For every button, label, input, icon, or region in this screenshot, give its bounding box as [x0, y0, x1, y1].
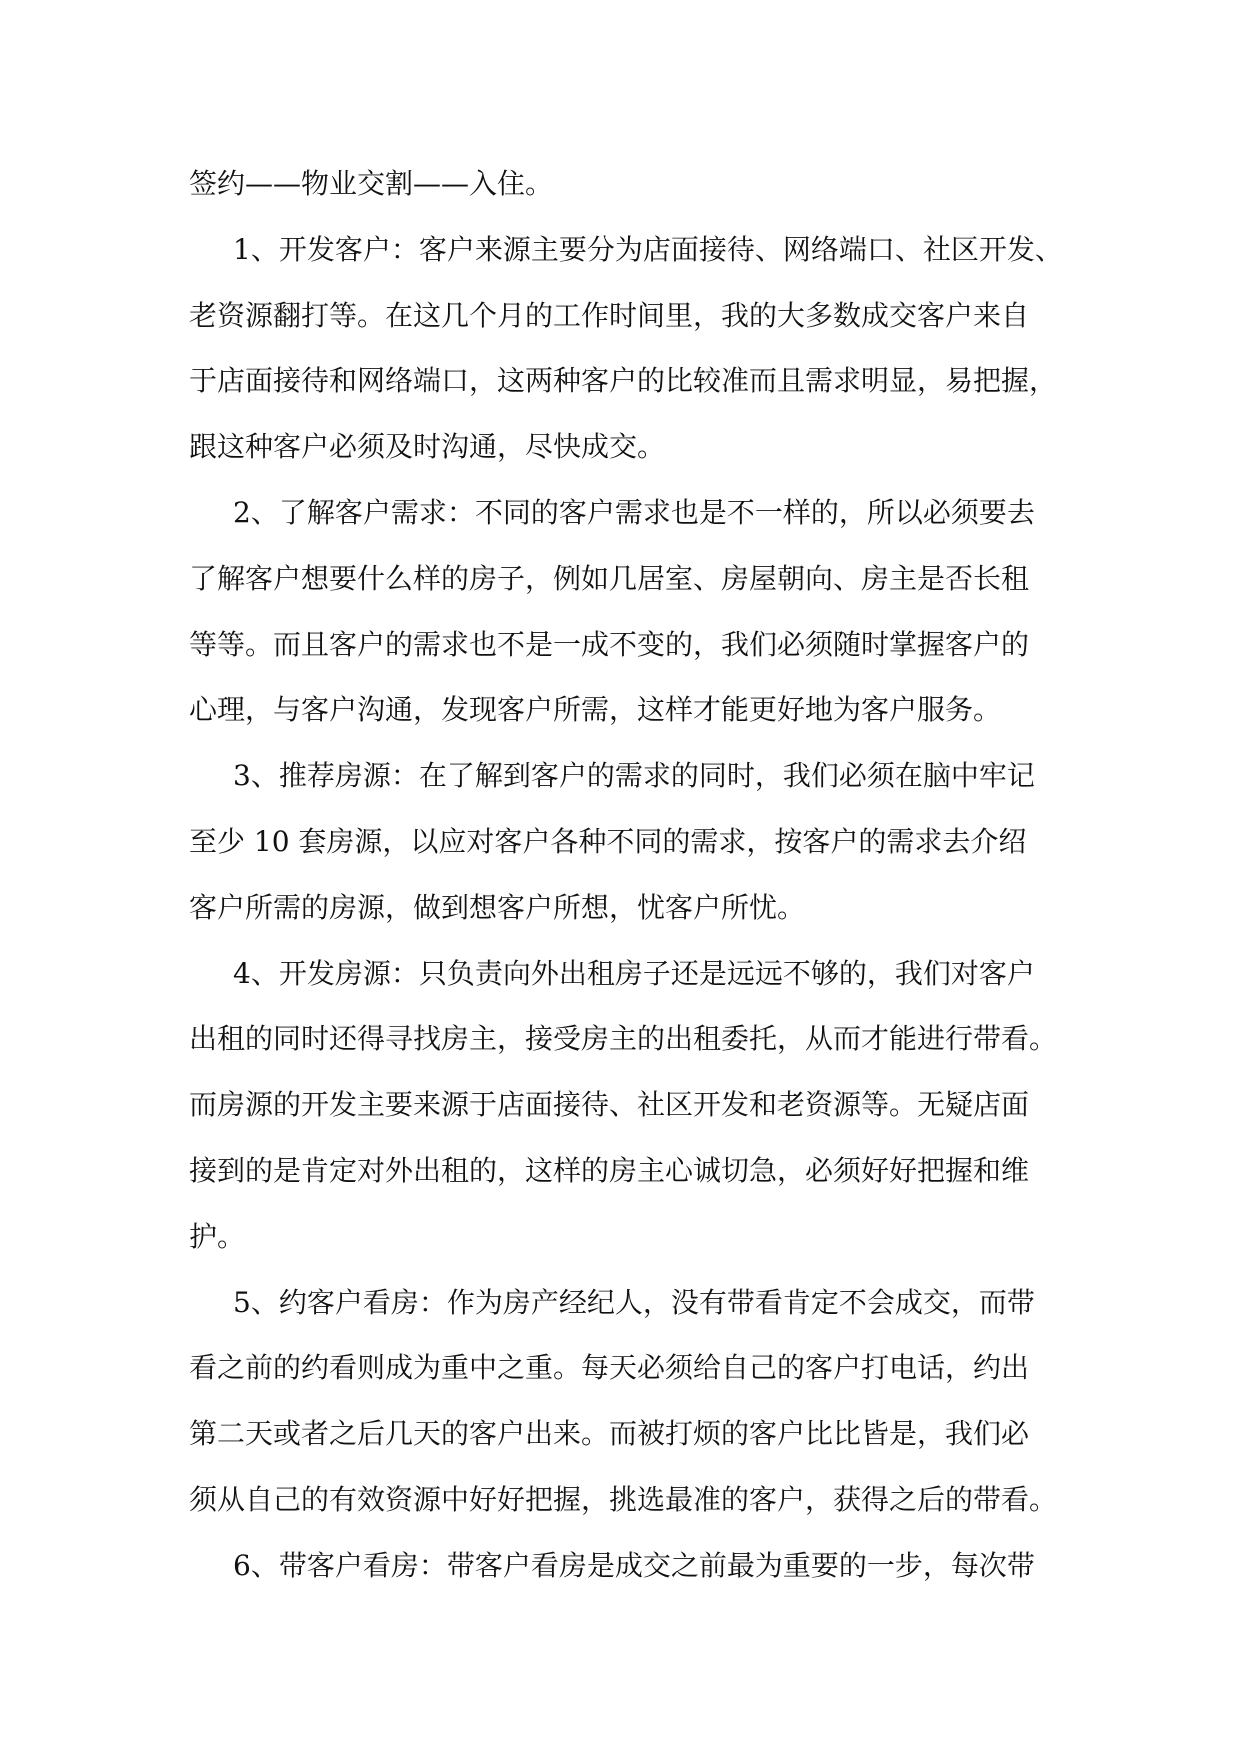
- text-line: 护。: [189, 1219, 246, 1253]
- text-line: 第二天或者之后几天的客户出来。而被打烦的客户比比皆是，我们必: [189, 1417, 1030, 1451]
- text-line: 了解客户想要什么样的房子，例如几居室、房屋朝向、房主是否长租: [189, 561, 1030, 595]
- text-line: 看之前的约看则成为重中之重。每天必须给自己的客户打电话，约出: [189, 1351, 1030, 1385]
- text-line: 心理，与客户沟通，发现客户所需，这样才能更好地为客户服务。: [189, 693, 1002, 727]
- text-line: 至少 10 套房源，以应对客户各种不同的需求，按客户的需求去介绍: [189, 824, 1027, 858]
- text-line: 于店面接待和网络端口，这两种客户的比较准而且需求明显，易把握，: [189, 364, 1058, 398]
- paragraph-first-line: 2、了解客户需求：不同的客户需求也是不一样的，所以必须要去: [233, 495, 1035, 529]
- text-line: 接到的是肯定对外出租的，这样的房主心诚切急，必须好好把握和维: [189, 1153, 1030, 1187]
- text-line: 跟这种客户必须及时沟通，尽快成交。: [189, 430, 666, 464]
- text-line: 等等。而且客户的需求也不是一成不变的，我们必须随时掌握客户的: [189, 627, 1030, 661]
- paragraph-first-line: 4、开发房源：只负责向外出租房子还是远远不够的，我们对客户: [233, 956, 1035, 990]
- paragraph-first-line: 6、带客户看房：带客户看房是成交之前最为重要的一步，每次带: [233, 1548, 1035, 1582]
- paragraph-first-line: 1、开发客户：客户来源主要分为店面接待、网络端口、社区开发、: [233, 232, 1063, 266]
- text-line: 客户所需的房源，做到想客户所想，忧客户所忧。: [189, 890, 806, 924]
- paragraph-first-line: 3、推荐房源：在了解到客户的需求的同时，我们必须在脑中牢记: [233, 759, 1035, 793]
- text-line: 出租的同时还得寻找房主，接受房主的出租委托，从而才能进行带看。: [189, 1022, 1058, 1056]
- document-body: [189, 151, 1069, 1599]
- text-line: 签约——物业交割——入住。: [189, 167, 554, 200]
- text-line: 老资源翻打等。在这几个月的工作时间里，我的大多数成交客户来自: [189, 298, 1030, 332]
- text-line: 而房源的开发主要来源于店面接待、社区开发和老资源等。无疑店面: [189, 1088, 1030, 1122]
- text-line: 须从自己的有效资源中好好把握，挑选最准的客户，获得之后的带看。: [189, 1482, 1058, 1516]
- paragraph-first-line: 5、约客户看房：作为房产经纪人，没有带看肯定不会成交，而带: [233, 1285, 1035, 1319]
